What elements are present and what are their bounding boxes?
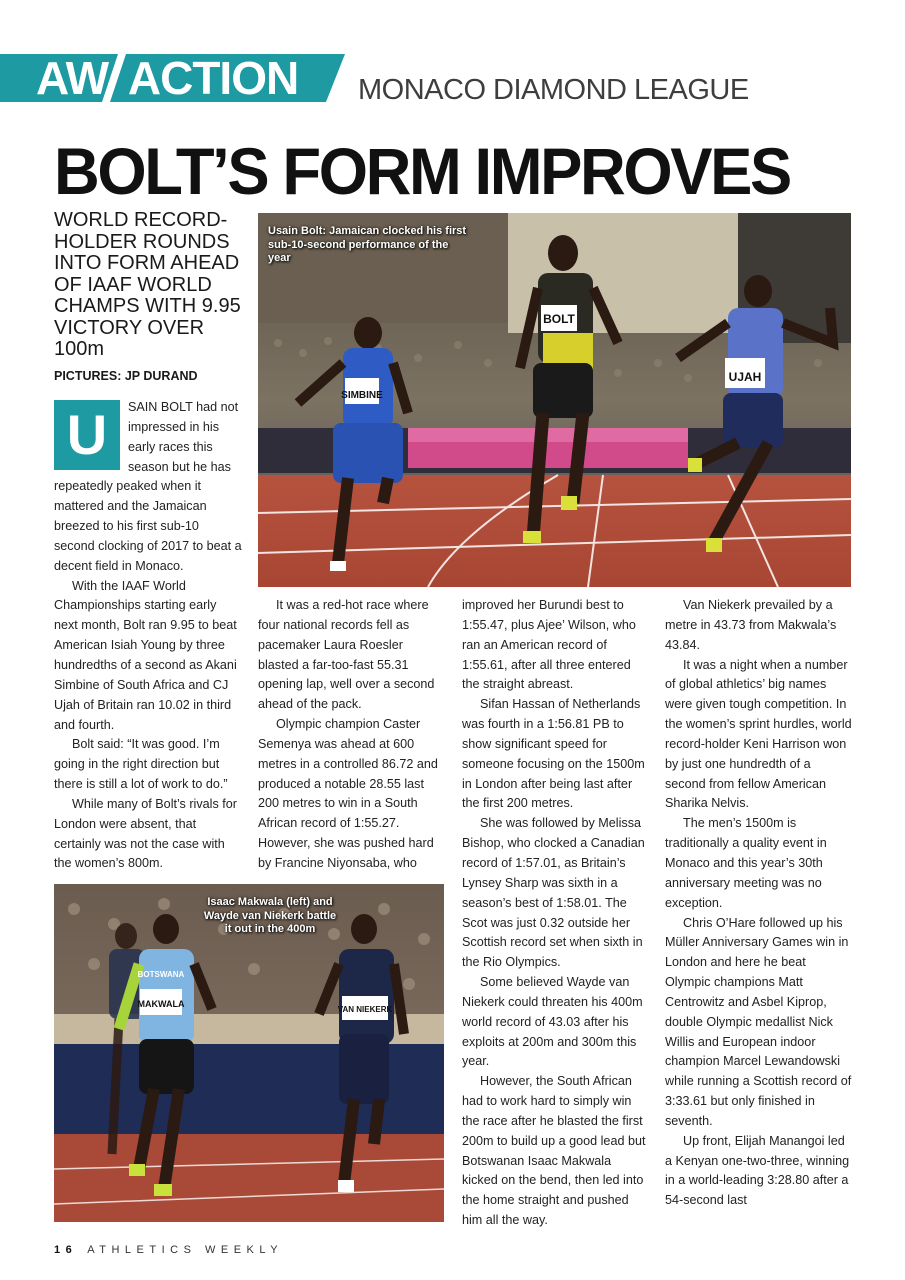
dropcap: U [54,400,120,470]
page-number: 16 [54,1244,78,1256]
paragraph: It was a night when a number of global athletics’ big names were given tough competition. In the women’s sprint hurdles, world record-holder Keni Harrison won by just one hundredth of a second from fellow American Sharika Nelvis. [665,657,852,811]
paragraph: However, the South African had to work hard to simply win the race after he blasted the first 200m to build up a good lead but Botswanan Isaac Makwala kicked on the bend, then led into the home straight and pushed him all the way. [462,1074,646,1228]
vest-botswana: BOTSWANA [137,970,185,979]
brand-banner [0,54,345,102]
brand-logo [36,54,298,102]
brand-logo-action: ACTION [127,54,299,102]
standfirst: WORLD RECORD-HOLDER ROUNDS INTO FORM AHEAD OF IAAF WORLD CHAMPS WITH 9.95 VICTORY OVER 100m [54,209,241,360]
paragraph: improved her Burundi best to 1:55.47, plus Ajee’ Wilson, who ran an American record of 1:55.61, after all three entered the straight abreast. [462,598,636,692]
photo-credit: PICTURES: JP DURAND [54,369,198,383]
publication-name: ATHLETICS WEEKLY [87,1244,284,1256]
bib-ujah: UJAH [728,370,762,384]
article-column-3 [462,596,650,1231]
bib-simbine: SIMBINE [341,390,383,401]
article-column-2 [258,596,446,874]
bib-bolt: BOLT [543,312,575,326]
article-column-4 [665,596,853,1211]
paragraph: SAIN BOLT had not impressed in his early races this season but he has repeatedly peaked when it mattered and the Jamaican breezed to his first sub-10 second clocking of 2017 to beat a decent field in Monaco. [54,400,242,573]
paragraph: The men’s 1500m is traditionally a quality event in Monaco and this year’s 30th anniversary meeting was no exception. [665,816,827,910]
paragraph: Sifan Hassan of Netherlands was fourth in a 1:56.81 PB to show significant speed for someone focusing on the 1500m in London after being last after the first 200 metres. [462,697,645,811]
page-footer [54,1244,283,1256]
paragraph: While many of Bolt’s rivals for London were absent, that certainly was not the case with the women’s 800m. [54,796,237,871]
bib-van-niekerk: VAN NIEKERK [337,1005,393,1014]
section-label: MONACO DIAMOND LEAGUE [358,74,749,106]
paragraph: Bolt said: “It was good. I’m going in the right direction but there is still a lot of work to do.” [54,737,228,792]
photo-caption-bolt: Usain Bolt: Jamaican clocked his first sub-10-second performance of the year [268,225,467,264]
paragraph: Chris O’Hare followed up his Müller Anniversary Games win in London and here he beat Olympic champions Matt Centrowitz and Asbel Kiprop, double Olympic medallist Nick Willis and European indoor champion Marcel Lewandowski while running a Scottish record of 3:33.61 but only finished in seventh. [665,915,852,1128]
paragraph: With the IAAF World Championships starting early next month, Bolt ran 9.95 to beat American Isiah Young by three hundredths of a second as Akani Simbine of South Africa and CJ Ujah of Britain ran 10.02 in third and fourth. [54,578,237,732]
article-headline: BOLT’S FORM IMPROVES [54,134,790,208]
paragraph: Some believed Wayde van Niekerk could threaten his 400m world record of 43.03 after his exploits at 200m and 300m this year. [462,975,643,1069]
paragraph: It was a red-hot race where four national records fell as pacemaker Laura Roesler blasted a far-too-fast 55.31 opening lap, well over a second ahead of the pack. [258,598,435,712]
article-column-1 [54,398,242,874]
bib-makwala: MAKWALA [137,999,185,1009]
paragraph: Van Niekerk prevailed by a metre in 43.73 from Makwala’s 43.84. [665,598,837,652]
photo-bolt-100m [258,213,851,587]
paragraph: Up front, Elijah Manangoi led a Kenyan one-two-three, winning in a world-leading 3:28.80 after a 54-second last [665,1133,850,1208]
brand-logo-aw: AW [36,54,109,102]
photo-caption-400m: Isaac Makwala (left) and Wayde van Niekerk battle it out in the 400m [203,896,337,935]
paragraph: She was followed by Melissa Bishop, who clocked a Canadian record of 1:57.01, as Britain’s Lynsey Sharp was sixth in a season’s best of 1:58.01. The Scot was just 0.32 outside her Scottish record set when sixth in the Rio Olympics. [462,816,645,970]
paragraph: Olympic champion Caster Semenya was ahead at 600 metres in a controlled 86.72 and produced a notable 28.55 last 200 metres to win in a South African record of 1:55.27. However, she was pushed hard by Francine Niyonsaba, who [258,717,438,870]
